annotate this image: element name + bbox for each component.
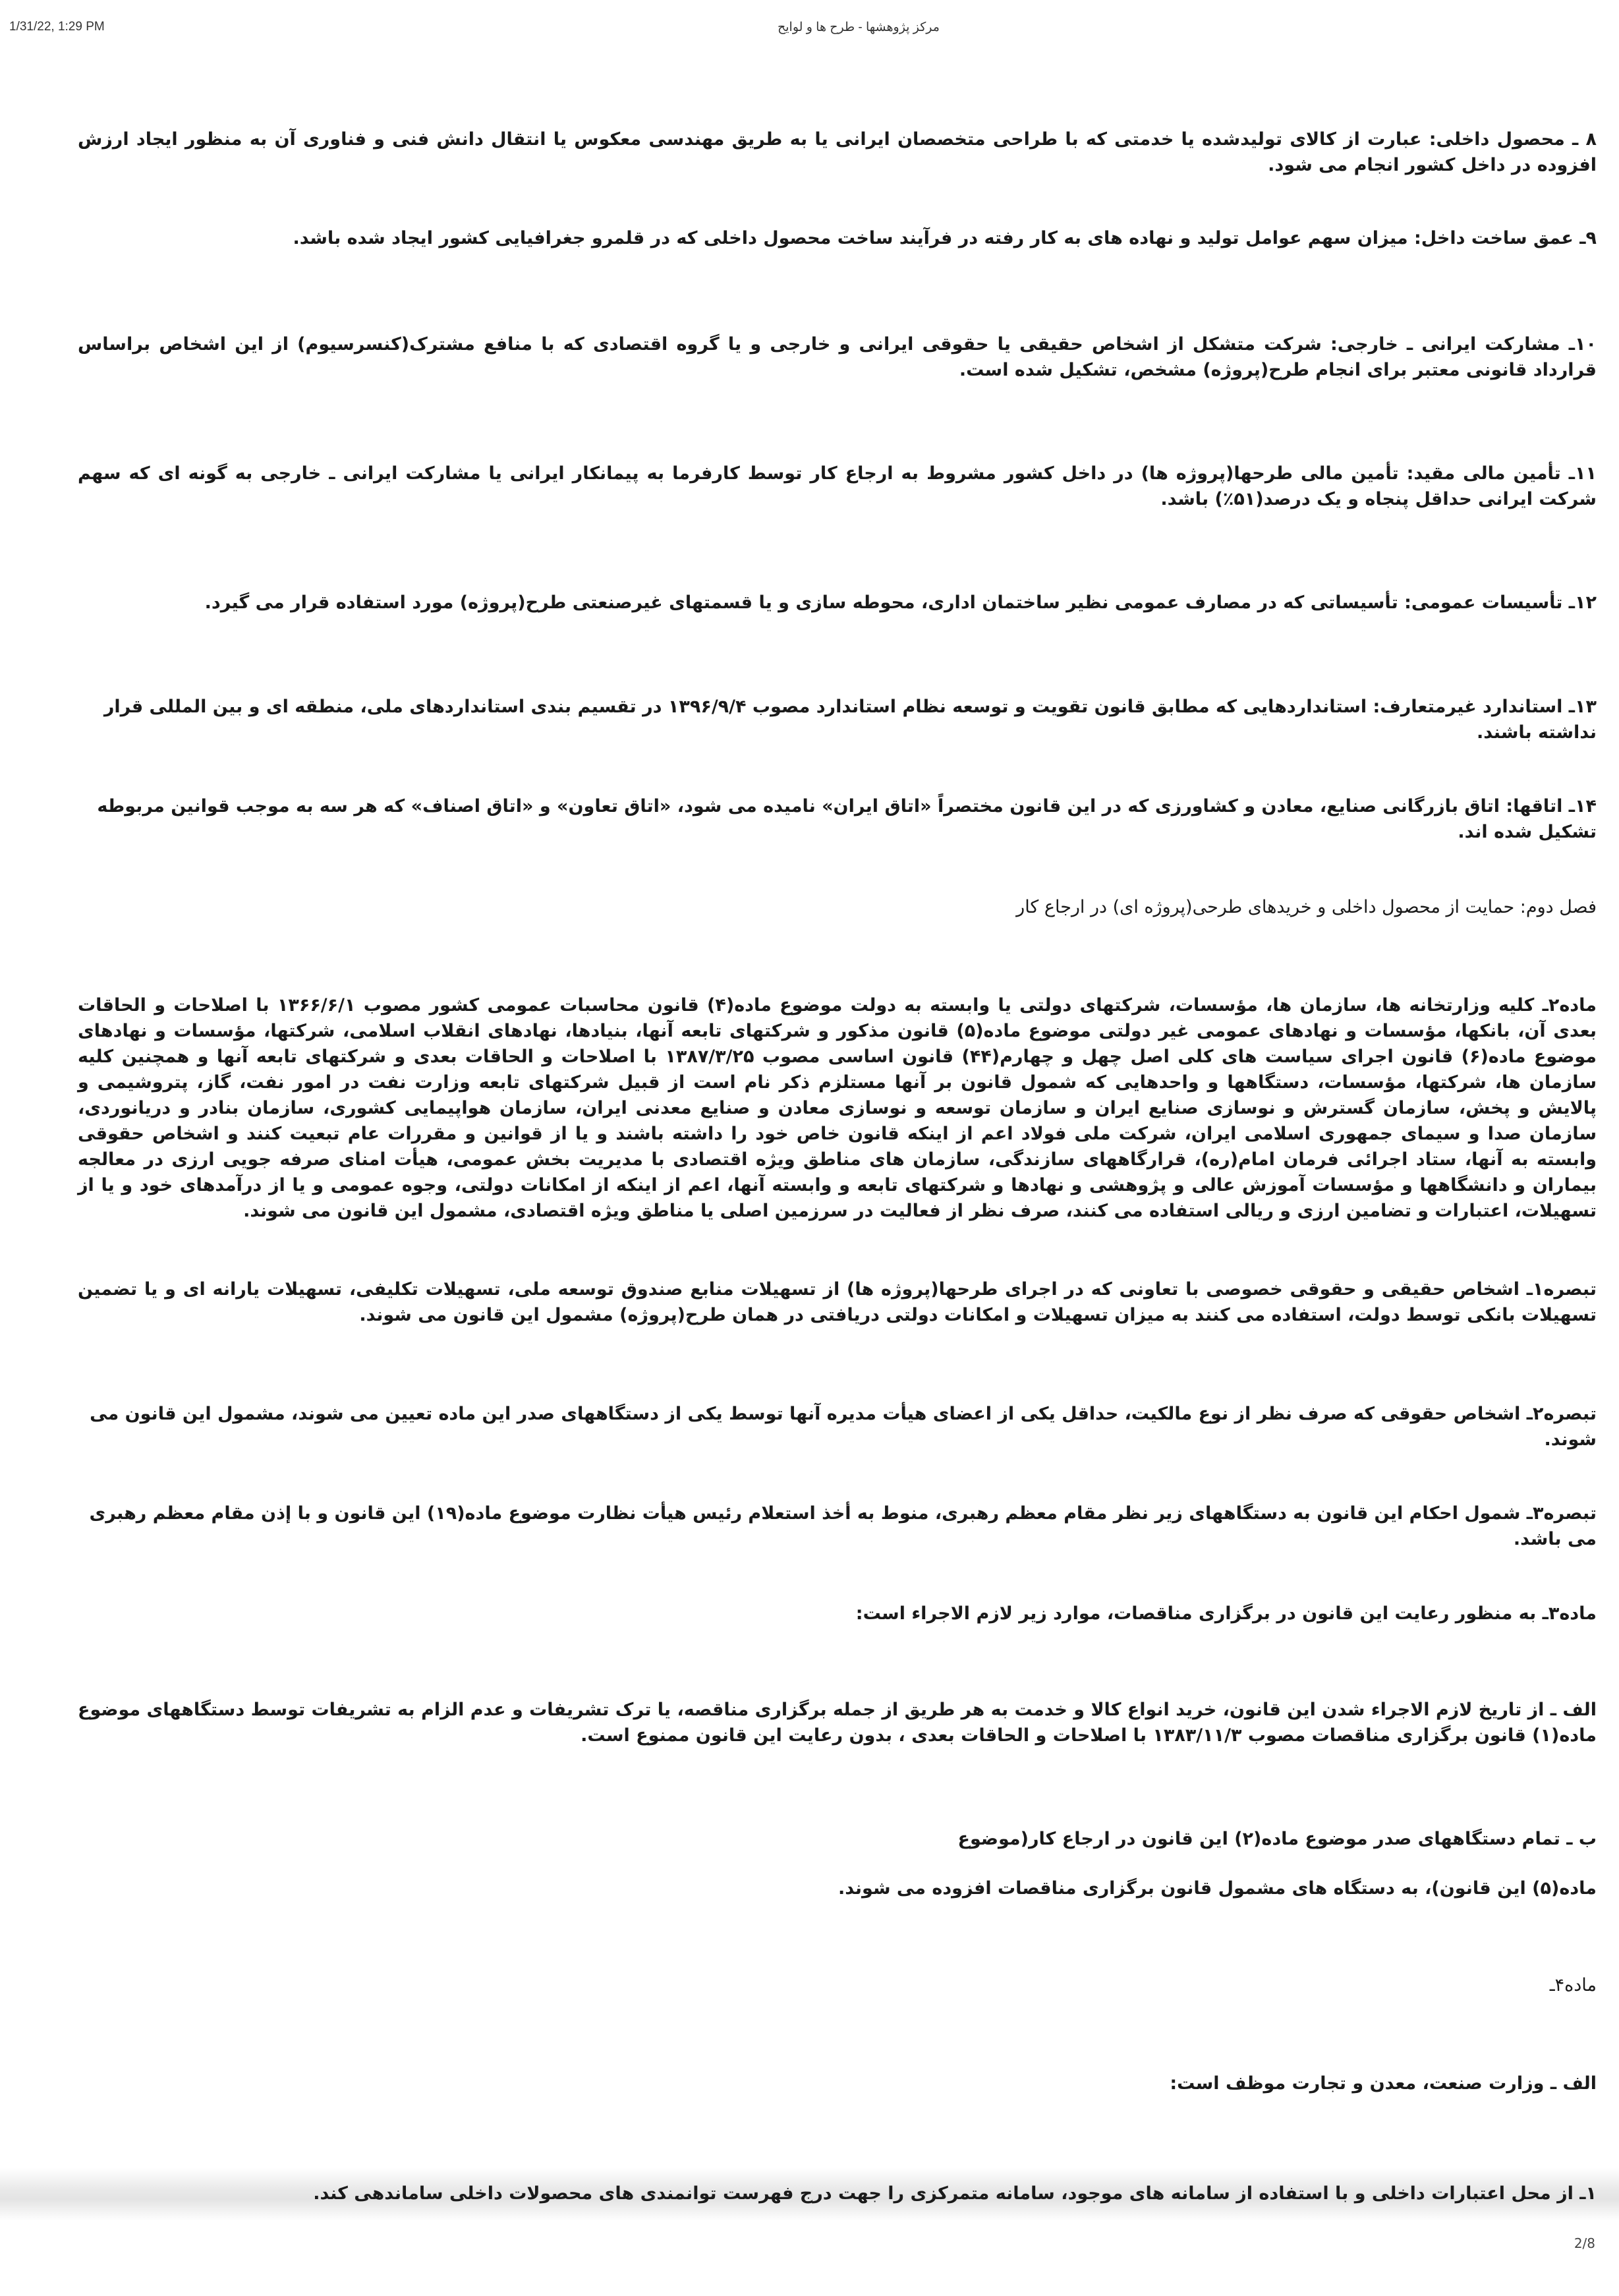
definition-12: ۱۲ـ تأسیسات عمومی: تأسیساتی که در مصارف عمومی نظیر ساختمان اداری، محوطه سازی و یا قسمتهای غیرصنعتی طرح(پروژه) مورد استفاده قرار می گیرد. — [204, 592, 1597, 613]
definition-8: ۸ ـ محصول داخلی: عبارت از کالای تولیدشده یا خدمتی که با طراحی متخصصان ایرانی یا به طریق مهندسی معکوس یا انتقال دانش فنی و فناوری آن به منظور ایجاد ارزش افزوده در داخل کشور انجام می شود. — [78, 129, 1597, 175]
definition-9: ۹ـ عمق ساخت داخل: میزان سهم عوامل تولید و نهاده های به کار رفته در فرآیند ساخت محصول داخلی که در قلمرو جغرافیایی کشور ایجاد شده باشد. — [293, 228, 1597, 248]
article-3-clause-b: ب ـ تمام دستگاههای صدر موضوع ماده(۲) این قانون در ارجاع کار(موضوع — [957, 1829, 1597, 1849]
print-timestamp: 1/31/22, 1:29 PM — [9, 20, 105, 34]
article-4: ماده۴ـ — [1549, 1975, 1597, 1995]
note-3: تبصره۳ـ شمول احکام این قانون به دستگاههای زیر نظر مقام معظم رهبری، منوط به أخذ استعلام رئیس هیأت نظارت موضوع ماده(۱۹) این قانون و با إذن مقام معظم رهبری می باشد. — [89, 1503, 1597, 1549]
definition-14: ۱۴ـ اتاقها: اتاق بازرگانی صنایع، معادن و کشاورزی که در این قانون مختصراً «اتاق ایران» نامیده می شود، «اتاق تعاون» و «اتاق اصناف» که هر سه به موجب قوانین مربوطه تشکیل شده اند. — [97, 796, 1597, 842]
chapter-2-heading: فصل دوم: حمایت از محصول داخلی و خریدهای طرحی(پروژه ای) در ارجاع کار — [1016, 897, 1597, 917]
page-header-title: مرکز پژوهشها - طرح ها و لوایح — [778, 20, 940, 34]
definition-13: ۱۳ـ استاندارد غیرمتعارف: استانداردهایی که مطابق قانون تقویت و توسعه نظام استاندارد مصوب ۱۳۹۶/۹/۴ در تقسیم بندی استانداردهای ملی، منطقه ای و بین المللی قرار نداشته باشند. — [103, 697, 1597, 743]
article-2: ماده۲ـ کلیه وزارتخانه ها، سازمان ها، مؤسسات، شرکتهای دولتی یا وابسته به دولت موضوع ماده(۴) قانون محاسبات عمومی کشور مصوب ۱۳۶۶/۶/۱ با اصلاحات و الحاقات بعدی آن، بانکها، مؤسسات و نهادهای عمومی غیر دولتی موضوع ماده(۵) قانون مذکور و شرکتهای تابعه آنها، بنیادها، نهادهای انقلاب اسلامی، شرکتها، مؤسسات و نهادهای موضوع ماده(۶) قانون اجرای سیاست های کلی اصل چهل و چهارم(۴۴) قانون اساسی مصوب ۱۳۸۷/۳/۲۵ با اصلاحات و الحاقات بعدی و شرکتهای تابعه آنها و همچنین کلیه سازمان ها، شرکتها، مؤسسات، دستگاهها و واحدهایی که شمول قانون بر آنها مستلزم ذکر نام است از قبیل شرکتهای تابعه وزارت نفت در امور نفت، گاز، پتروشیمی و پالایش و پخش، سازمان گسترش و نوسازی صنایع ایران و سازمان توسعه و نوسازی معادن و صنایع معدنی ایران، سازمان هواپیمایی کشوری، سازمان بنادر و دریانوردی، سازمان صدا و سیمای جمهوری اسلامی ایران، شرکت ملی فولاد اعم از اینکه قانون خاص خود را داشته باشند و یا از قوانین و مقررات عام تبعیت کنند و اشخاص حقوقی وابسته به آنها، ستاد اجرائی فرمان امام(ره)، قرارگاههای سازندگی، سازمان های مناطق ویژه اقتصادی با مدیریت بخش عمومی، هیأت امنای صرفه جویی ارزی در معالجه بیماران و دانشگاهها و مؤسسات آموزش عالی و پژوهشی و نهادها و شرکتهای تابعه و وابسته آنها، اعم از اینکه از امکانات دولتی، وجوه عمومی و یا از درآمدهای خود و یا از تسهیلات، اعتبارات و تضامین ارزی و ریالی استفاده می کنند، صرف نظر از فعالیت در سرزمین اصلی یا مناطق ویژه اقتصادی، مشمول این قانون می شوند. — [78, 995, 1597, 1221]
definition-11: ۱۱ـ تأمین مالی مقید: تأمین مالی طرحها(پروژه ها) در داخل کشور مشروط به ارجاع کار توسط کارفرما به پیمانکار ایرانی یا مشارکت ایرانی ـ خارجی به گونه ای که سهم شرکت ایرانی حداقل پنجاه و یک درصد(۵۱٪) باشد. — [78, 463, 1597, 509]
definition-10: ۱۰ـ مشارکت ایرانی ـ خارجی: شرکت متشکل از اشخاص حقیقی یا حقوقی ایرانی و خارجی و یا گروه اقتصادی که با منافع مشترک(کنسرسیوم) از این اشخاص براساس قرارداد قانونی معتبر برای انجام طرح(پروژه) مشخص، تشکیل شده است. — [78, 334, 1597, 380]
article-3-clause-b-continued: ماده(۵) این قانون)، به دستگاه های مشمول قانون برگزاری مناقصات افزوده می شوند. — [838, 1878, 1597, 1899]
page-number: 2/8 — [1574, 2235, 1595, 2251]
article-3: ماده۳ـ به منظور رعایت این قانون در برگزاری مناقصات، موارد زیر لازم الاجراء است: — [855, 1603, 1597, 1624]
note-1: تبصره۱ـ اشخاص حقیقی و حقوقی خصوصی با تعاونی که در اجرای طرحها(پروژه ها) از تسهیلات منابع صندوق توسعه ملی، تسهیلات تکلیفی، تسهیلات یارانه ای و یا تضمین تسهیلات بانکی توسط دولت، استفاده می کنند به میزان تسهیلات و امکانات دولتی دریافتی در همان طرح(پروژه) مشمول این قانون می شوند. — [78, 1279, 1597, 1325]
note-2: تبصره۲ـ اشخاص حقوقی که صرف نظر از نوع مالکیت، حداقل یکی از اعضای هیأت مدیره آنها توسط یکی از دستگاههای صدر این ماده تعیین می شوند، مشمول این قانون می شوند. — [90, 1404, 1597, 1450]
article-4-item-1: ۱ـ از محل اعتبارات داخلی و با استفاده از سامانه های موجود، سامانه متمرکزی را جهت درج فهرست توانمندی های محصولات داخلی ساماندهی کند. — [313, 2183, 1597, 2204]
article-4-clause-a: الف ـ وزارت صنعت، معدن و تجارت موظف است: — [1170, 2073, 1597, 2094]
article-3-clause-a: الف ـ از تاریخ لازم الاجراء شدن این قانون، خرید انواع کالا و خدمت به هر طریق از جمله برگزاری مناقصه، یا ترک تشریفات و عدم الزام به تشریفات توسط دستگاههای موضوع ماده(۱) قانون برگزاری مناقصات مصوب ۱۳۸۳/۱۱/۳ با اصلاحات و الحاقات بعدی ، بدون رعایت این قانون ممنوع است. — [78, 1700, 1597, 1746]
